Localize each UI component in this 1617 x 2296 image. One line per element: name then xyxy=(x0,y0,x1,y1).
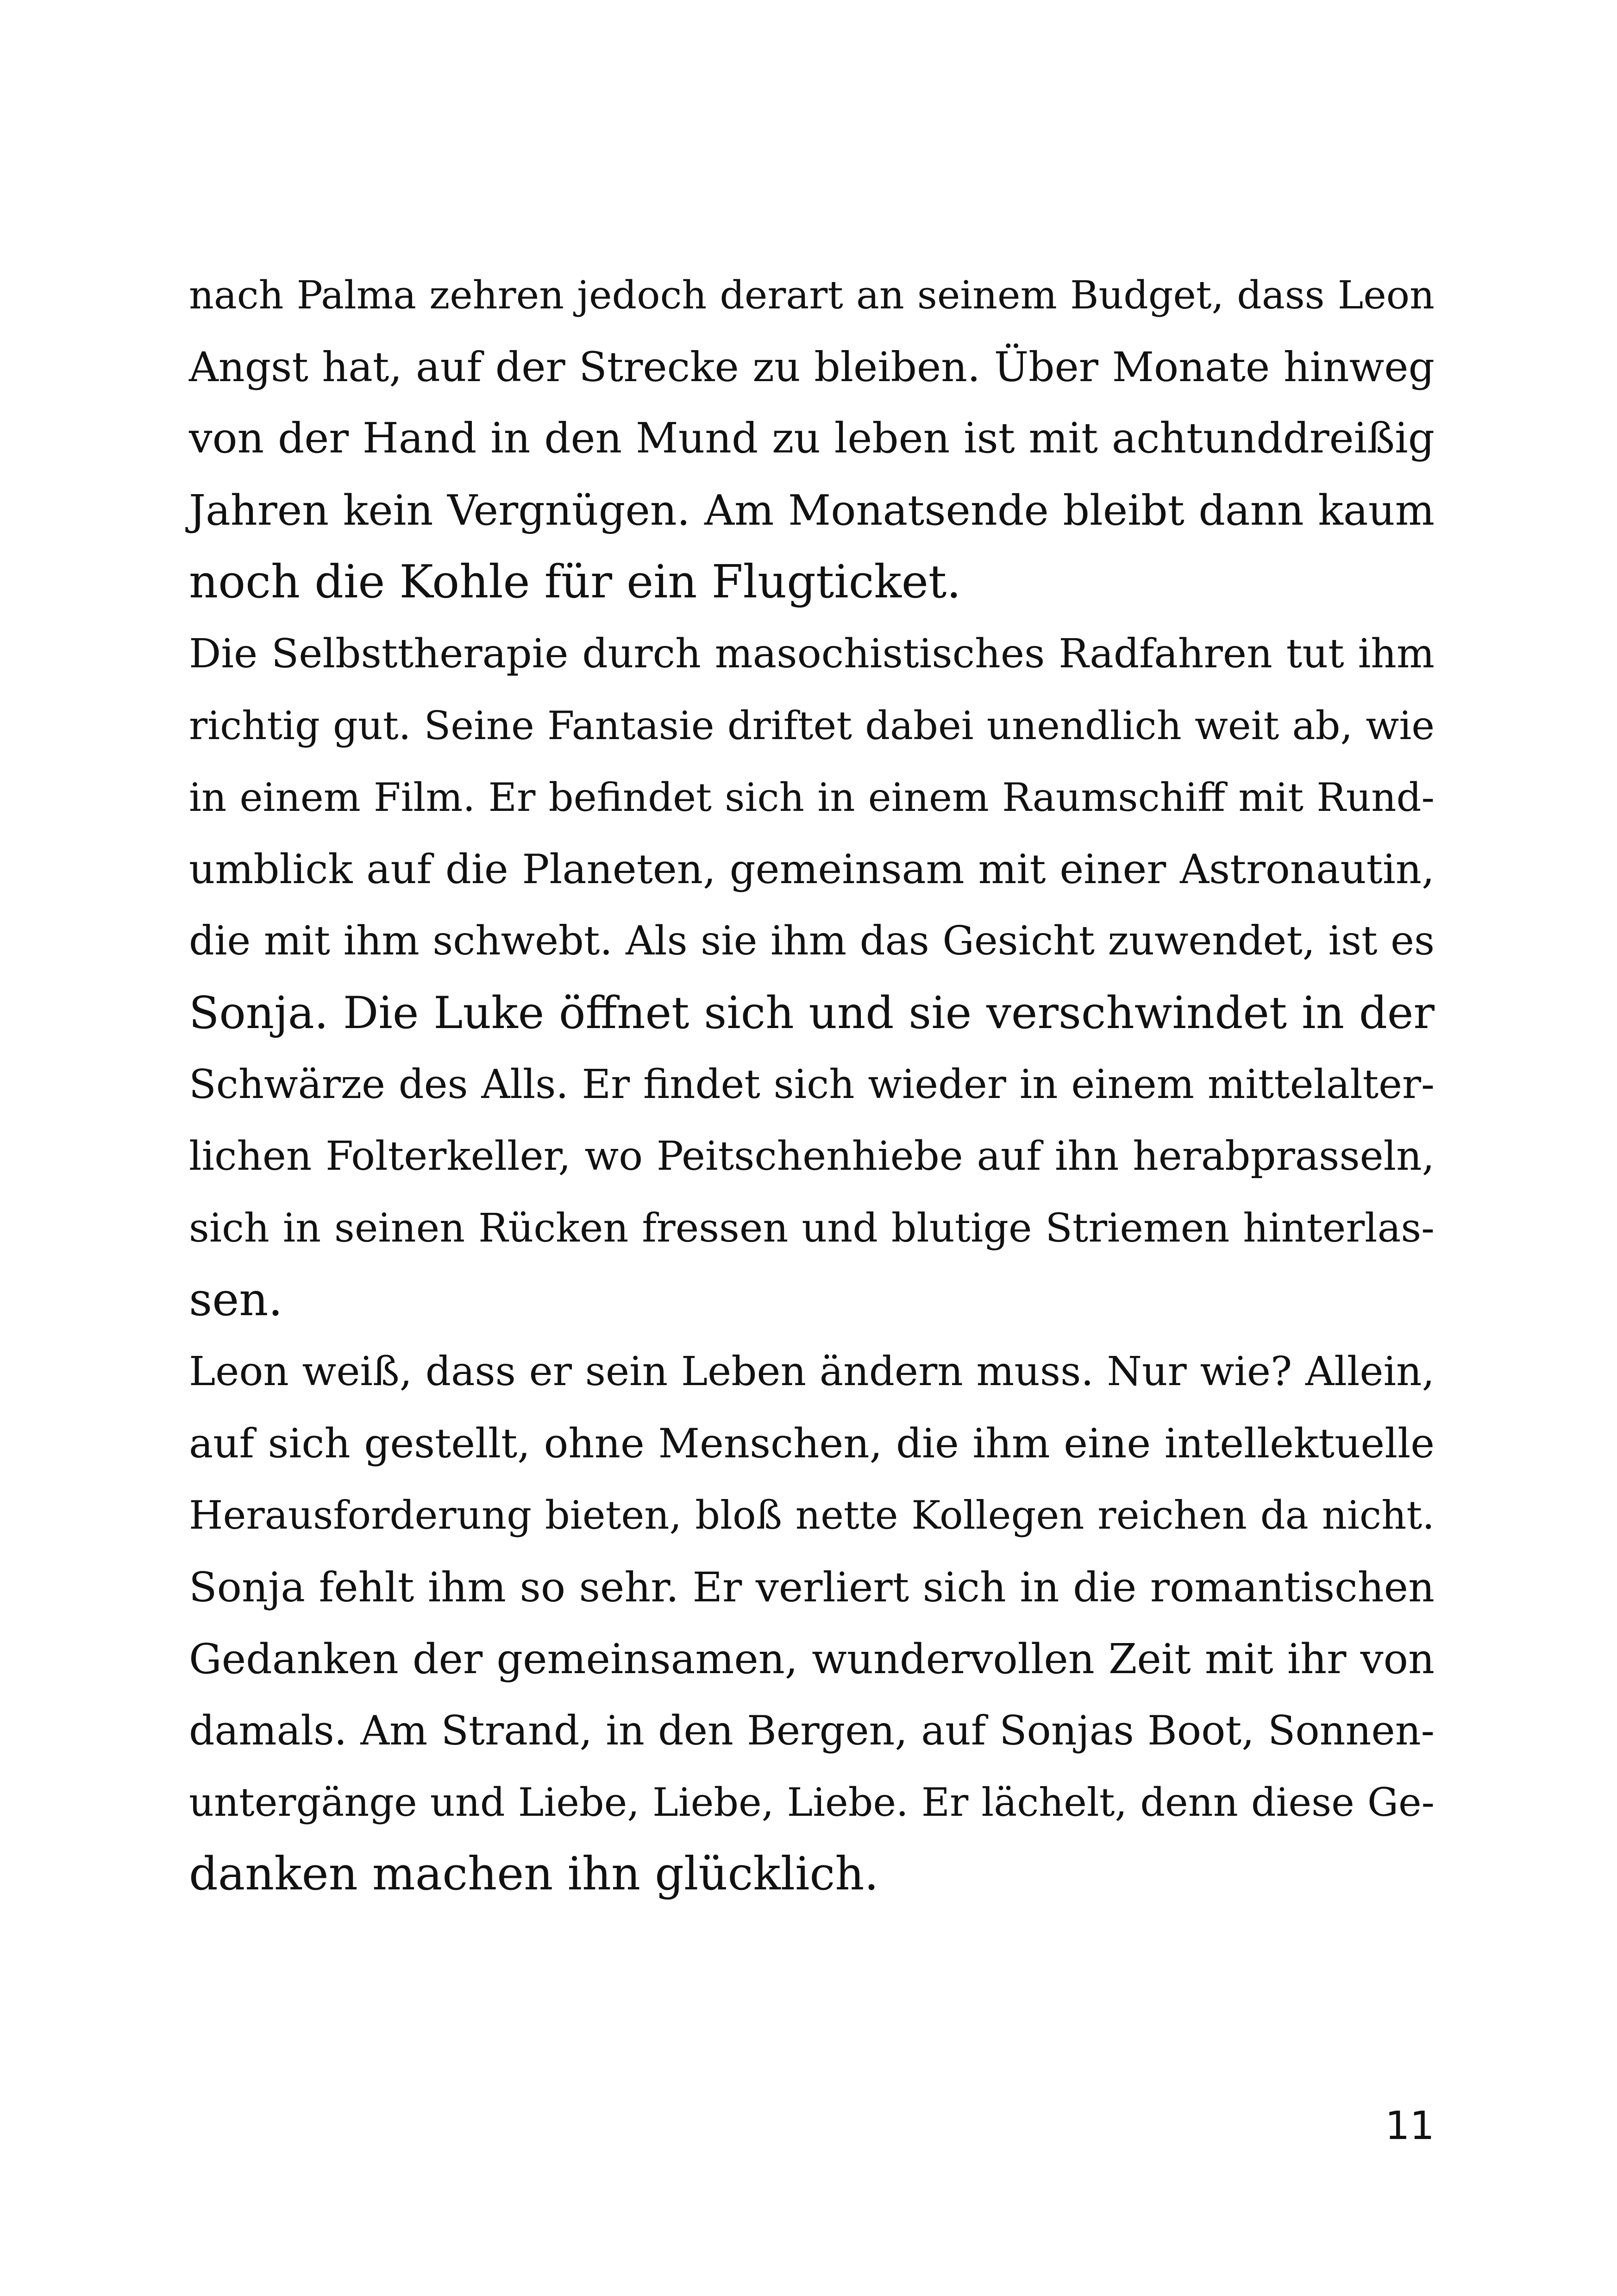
paragraph xyxy=(189,618,1435,1336)
text-line: Angst hat, auf der Strecke zu bleiben. Über Monate hinweg xyxy=(189,343,1435,391)
body-text xyxy=(189,259,1435,1910)
text-line: noch die Kohle für ein Flugticket. xyxy=(189,556,961,609)
paragraph xyxy=(189,1336,1435,1910)
text-line: Gedanken der gemeinsamen, wundervollen Zeit mit ihr von xyxy=(189,1635,1435,1683)
page-number: 11 xyxy=(1385,2103,1435,2148)
text-line: die mit ihm schwebt. Als sie ihm das Gesicht zuwendet, ist es xyxy=(189,918,1435,964)
text-line: nach Palma zehren jedoch derart an seinem Budget, dass Leon xyxy=(189,272,1435,318)
text-line: Die Selbsttherapie durch masochistisches Radfahren tut ihm xyxy=(189,631,1435,677)
text-line: auf sich gestellt, ohne Menschen, die ihm eine intellektuelle xyxy=(189,1420,1435,1467)
text-line: untergänge und Liebe, Liebe, Liebe. Er lächelt, denn diese Ge- xyxy=(189,1780,1435,1825)
text-line: Schwärze des Alls. Er findet sich wieder in einem mittelalter- xyxy=(189,1061,1435,1108)
text-line: richtig gut. Seine Fantasie driftet dabei unendlich weit ab, wie xyxy=(189,703,1435,748)
text-line: Sonja fehlt ihm so sehr. Er verliert sich in die romantischen xyxy=(189,1563,1435,1611)
text-line: umblick auf die Planeten, gemeinsam mit einer Astronautin, xyxy=(189,846,1435,893)
text-line: Herausforderung bieten, bloß nette Kollegen reichen da nicht. xyxy=(189,1493,1435,1538)
paragraph xyxy=(189,259,1435,618)
text-line: Leon weiß, dass er sein Leben ändern muss. Nur wie? Allein, xyxy=(189,1349,1435,1395)
text-line: Jahren kein Vergnügen. Am Monatsende bleibt dann kaum xyxy=(189,486,1435,535)
text-line: lichen Folterkeller, wo Peitschenhiebe auf ihn herabprasseln, xyxy=(189,1133,1435,1179)
text-line: Sonja. Die Luke öffnet sich und sie verschwindet in der xyxy=(189,987,1435,1039)
text-line: in einem Film. Er befindet sich in einem Raumschiff mit Rund- xyxy=(189,775,1435,820)
text-line: sich in seinen Rücken fressen und blutige Striemen hinterlas- xyxy=(189,1205,1435,1251)
text-line: danken machen ihn glücklich. xyxy=(189,1848,879,1901)
text-line: von der Hand in den Mund zu leben ist mit achtunddreißig xyxy=(189,414,1435,463)
text-line: damals. Am Strand, in den Bergen, auf Sonjas Boot, Sonnen- xyxy=(189,1707,1435,1754)
text-line: sen. xyxy=(189,1273,283,1326)
